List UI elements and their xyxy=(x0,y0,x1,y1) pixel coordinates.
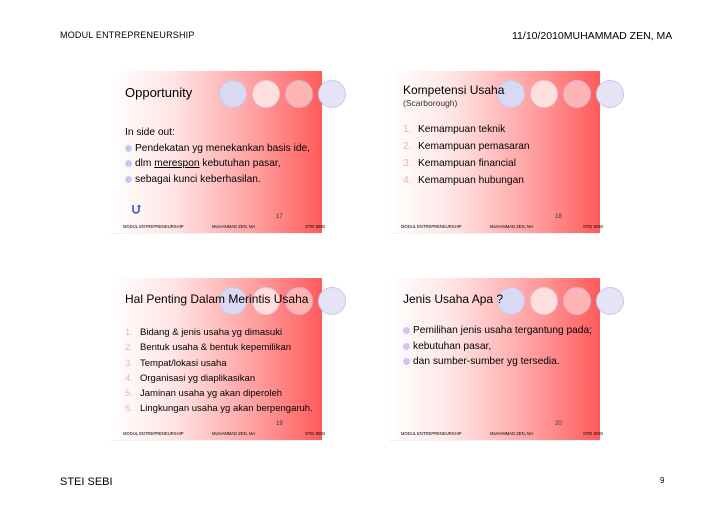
slide-footer-mid: MUHAMMAD ZEN, MA xyxy=(490,224,534,229)
list-item: 6. Lingkungan usaha yg akan berpengaruh. xyxy=(125,403,313,415)
list-item: kebutuhan pasar, xyxy=(403,339,598,355)
return-arrow-icon[interactable] xyxy=(130,203,142,215)
list-item-text: Kemampuan teknik xyxy=(418,124,506,135)
list-item: sebagai kunci keberhasilan. xyxy=(125,172,320,188)
list-item-text: Kemampuan hubungan xyxy=(418,175,524,186)
slide-footer-mid: MUHAMMAD ZEN, MA xyxy=(490,431,534,436)
circle-icon xyxy=(596,287,624,315)
slide-body xyxy=(125,325,320,417)
slide-number: 17 xyxy=(276,214,283,220)
slide-footer xyxy=(401,431,604,436)
list-item: Pemilihan jenis usaha tergantung pada; xyxy=(403,323,598,339)
list-item: 4. Kemampuan hubungan xyxy=(403,175,524,186)
slide-footer xyxy=(401,224,604,229)
slide-body xyxy=(403,121,598,189)
slide-title: Hal Penting Dalam Merintis Usaha xyxy=(125,292,309,306)
slide-title: Kompetensi Usaha xyxy=(403,83,505,97)
slide-footer-left: MODUL ENTREPRENEURSHIP xyxy=(123,224,184,229)
page-header-date-author: 11/10/2010MUHAMMAD ZEN, MA xyxy=(512,30,673,42)
list-item: 4. Organisasi yg diaplikasikan xyxy=(125,372,256,384)
list-item-text: Jaminan usaha yg akan diperoleh xyxy=(140,388,283,400)
slide-17 xyxy=(111,71,326,234)
circle-icon xyxy=(530,80,558,108)
list-item: dan sumber-sumber yg tersedia. xyxy=(403,354,598,370)
list-item: 3. Kemampuan financial xyxy=(403,158,516,169)
slide-18 xyxy=(389,71,604,234)
list-item-text: Kemampuan financial xyxy=(418,158,516,169)
circle-icon xyxy=(318,287,346,315)
slide-20 xyxy=(389,278,604,441)
list-item: 5. Jaminan usaha yg akan diperoleh xyxy=(125,388,283,400)
slide-footer-mid: MUHAMMAD ZEN, MA xyxy=(212,431,256,436)
page-footer-institution: STEI SEBI xyxy=(60,476,113,488)
list-item: 1. Bidang & jenis usaha yg dimasuki xyxy=(125,327,283,338)
list-item-text: Tempat/lokasi usaha xyxy=(140,357,227,369)
circle-icon xyxy=(563,287,591,315)
list-item-text: Bidang & jenis usaha yg dimasuki xyxy=(140,327,283,338)
slide-intro: In side out: xyxy=(125,127,175,138)
slide-footer-left: MODUL ENTREPRENEURSHIP xyxy=(401,431,462,436)
text-fragment: dlm xyxy=(135,158,155,169)
slide-footer-left: MODUL ENTREPRENEURSHIP xyxy=(401,224,462,229)
slide-body xyxy=(125,125,320,187)
slide-subtitle: (Scarborough) xyxy=(403,98,458,108)
slide-19 xyxy=(111,278,326,441)
circle-icon xyxy=(530,287,558,315)
slide-body xyxy=(403,323,598,370)
slide-number: 20 xyxy=(555,421,562,427)
text-fragment: kebutuhan pasar, xyxy=(199,158,281,169)
slide-footer-right: STEI SEBI xyxy=(305,224,326,229)
list-item: 1. Kemampuan teknik xyxy=(403,124,506,135)
circle-icon xyxy=(252,80,280,108)
list-item: 2. Kemampuan pemasaran xyxy=(403,141,530,152)
slide-number: 18 xyxy=(555,214,562,220)
slide-footer-right: STEI SEBI xyxy=(583,224,604,229)
list-item: Pendekatan yg menekankan basis ide, xyxy=(125,141,320,157)
page-number: 9 xyxy=(660,476,665,485)
list-item-text: Lingkungan usaha yg akan berpengaruh. xyxy=(140,403,313,415)
slide-title: Opportunity xyxy=(125,85,193,100)
slide-title: Jenis Usaha Apa ? xyxy=(403,292,504,306)
circle-icon xyxy=(219,80,247,108)
slide-footer-mid: MUHAMMAD ZEN, MA xyxy=(212,224,256,229)
slide-footer xyxy=(123,431,326,436)
slide-footer-left: MODUL ENTREPRENEURSHIP xyxy=(123,431,184,436)
list-item xyxy=(125,156,320,172)
slide-footer-right: STEI SEBI xyxy=(305,431,326,436)
list-item-text: Bentuk usaha & bentuk kepemilikan xyxy=(140,342,292,354)
slide-footer-right: STEI SEBI xyxy=(583,431,604,436)
circle-icon xyxy=(596,80,624,108)
list-item-text: Kemampuan pemasaran xyxy=(418,141,530,152)
list-item: 3. Tempat/lokasi usaha xyxy=(125,357,227,369)
slide-number: 19 xyxy=(276,421,283,427)
slide-footer xyxy=(123,224,326,229)
circle-icon xyxy=(563,80,591,108)
list-item: 2. Bentuk usaha & bentuk kepemilikan xyxy=(125,342,292,354)
page-header-title: MODUL ENTREPRENEURSHIP xyxy=(60,30,195,40)
list-item-text: Organisasi yg diaplikasikan xyxy=(140,372,256,384)
circle-icon xyxy=(318,80,346,108)
circle-icon xyxy=(285,80,313,108)
underlined-text: merespon xyxy=(154,158,200,169)
